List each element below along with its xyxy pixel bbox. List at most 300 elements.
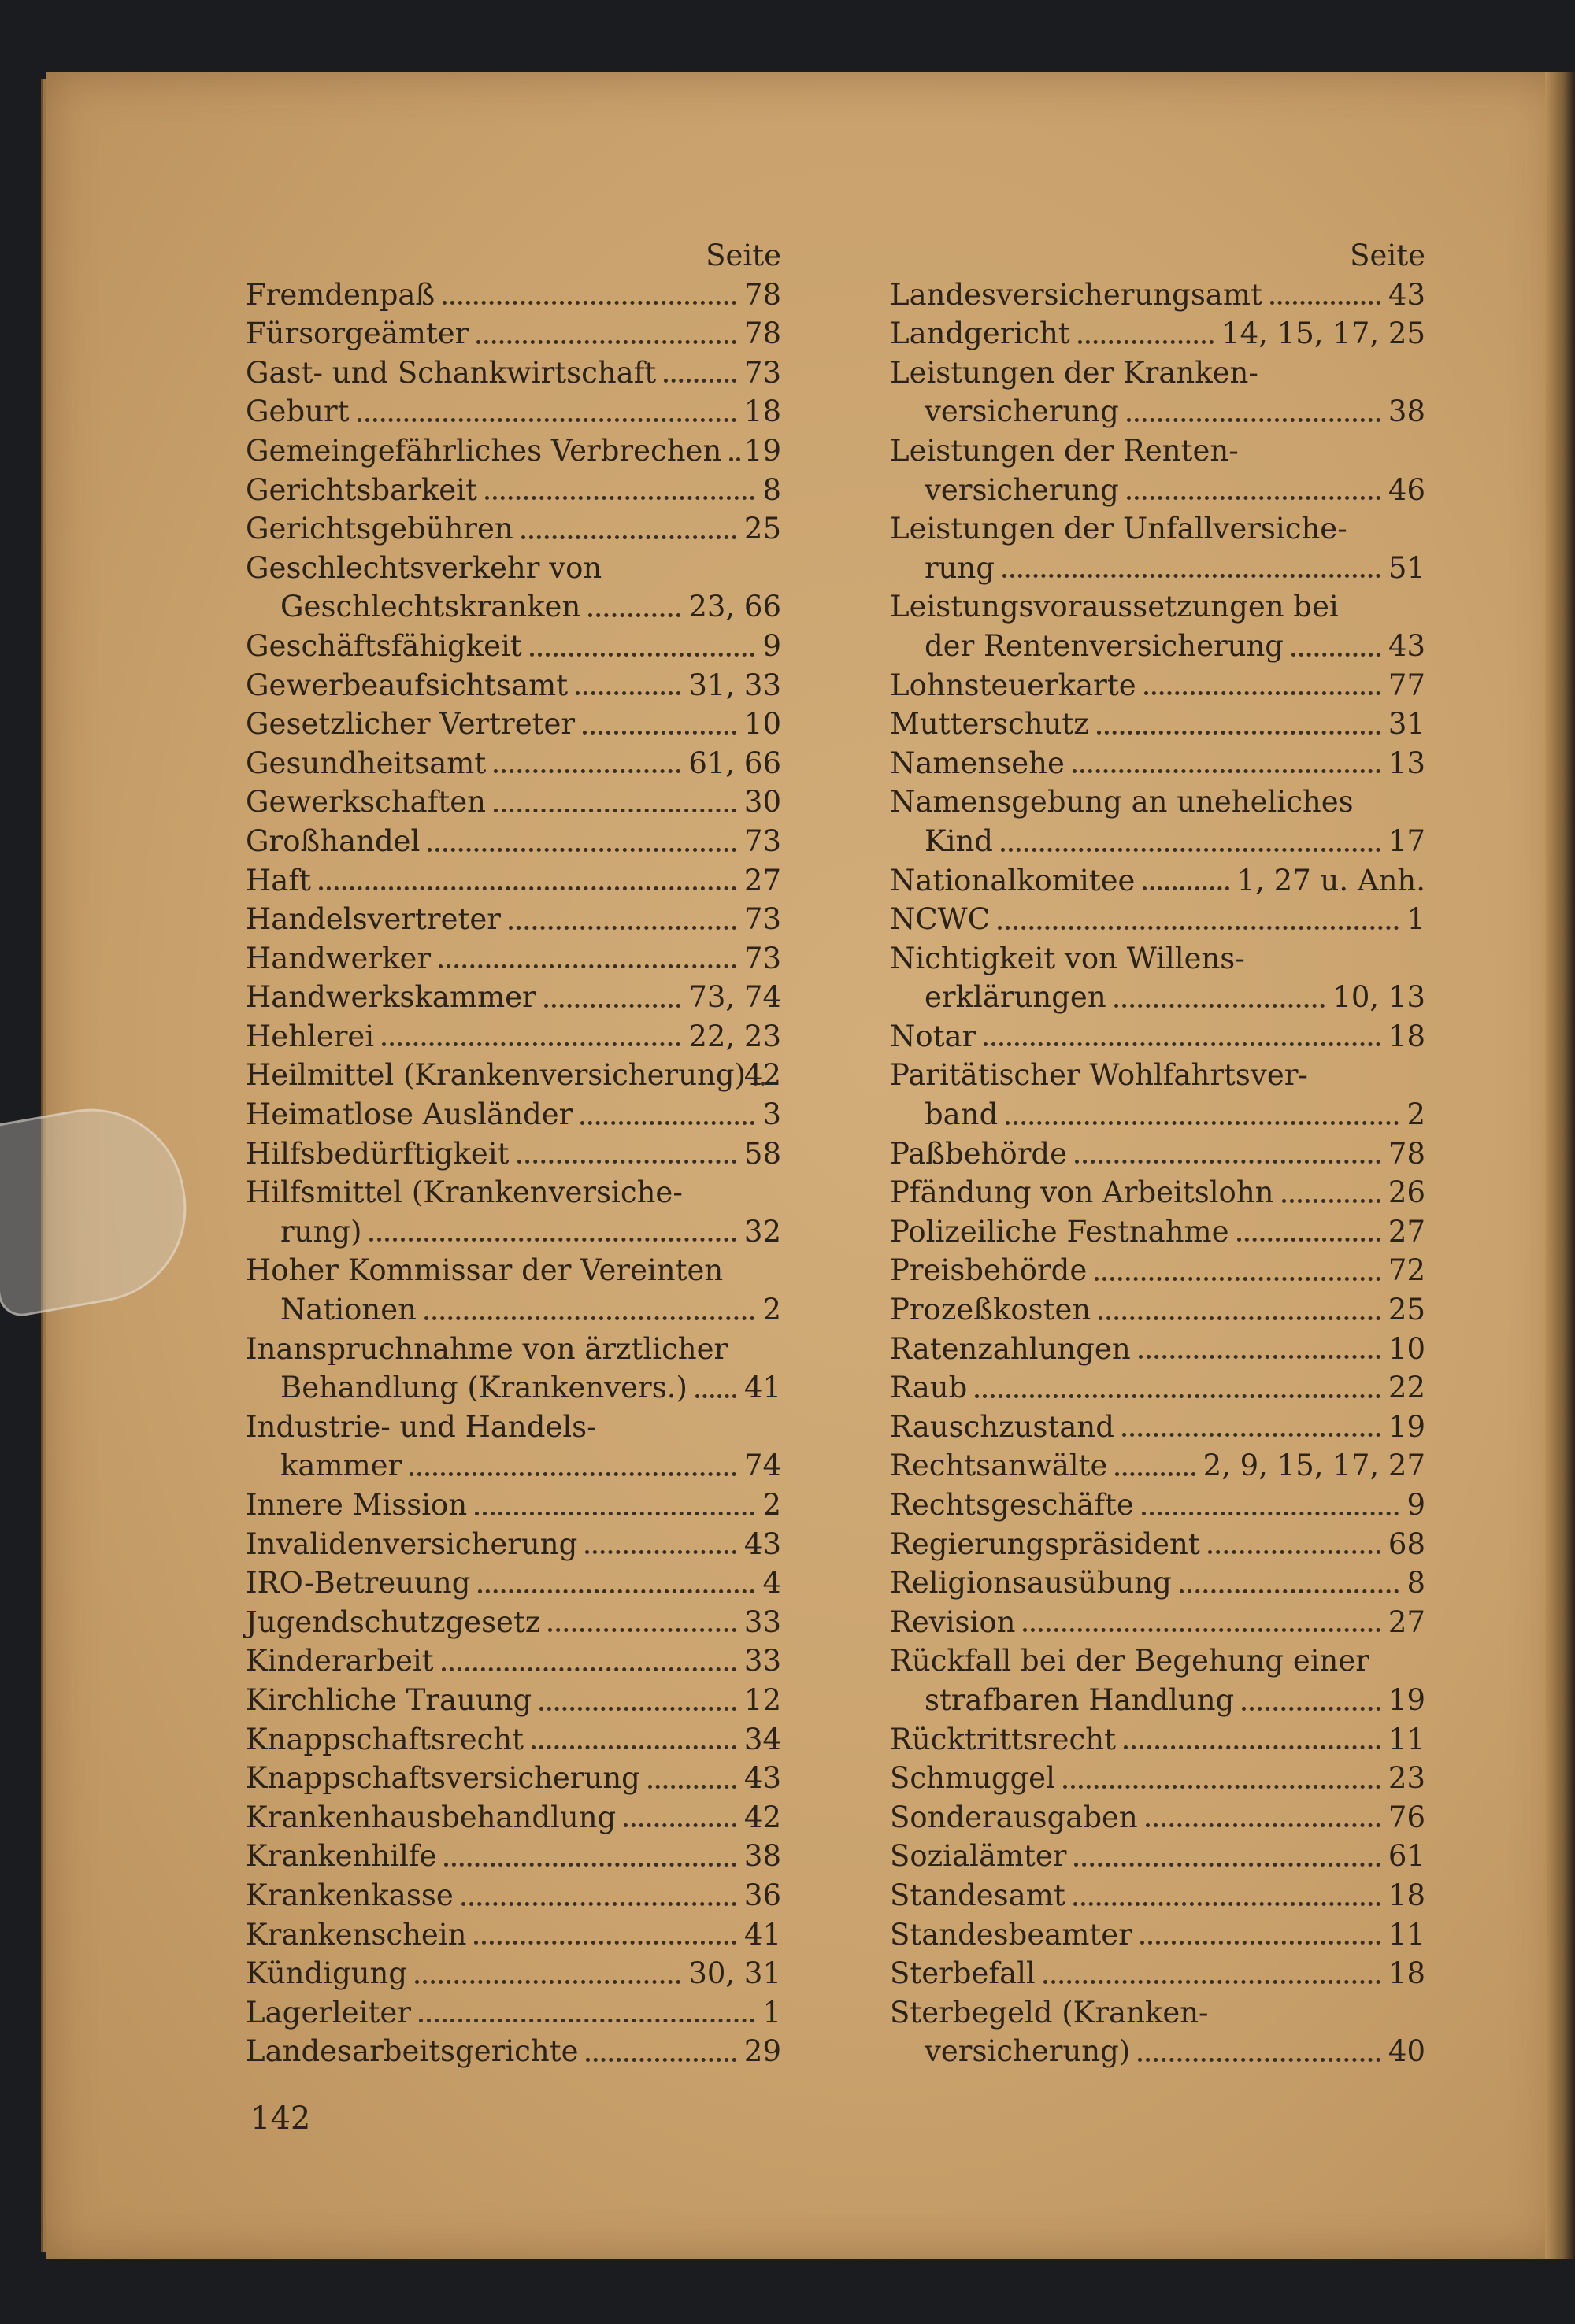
page-reference: 43 [1388,277,1425,312]
index-term [246,1681,744,1720]
index-term-text: Rechtsanwälte [890,1449,1108,1483]
index-term-text: Mutterschutz [890,707,1089,742]
index-term-line [246,666,688,705]
index-term-text: Haft [246,863,311,897]
page-reference: 73 [743,941,781,975]
dot-leader [410,1472,736,1476]
index-term-line [890,861,1237,901]
page-reference: 22, 23 [688,1019,781,1053]
index-term [246,276,744,315]
page-reference: 18 [1388,1019,1425,1053]
index-entry [246,705,781,744]
index-term-text: Rauschzustand [890,1409,1114,1444]
index-term-text: Industrie- und Handels- [246,1409,597,1444]
dot-leader [586,2058,736,2062]
index-term [890,509,1388,587]
index-term-text: Rechtsgeschäfte [890,1488,1134,1522]
index-term-text: Lohnsteuerkarte [890,668,1136,702]
page-reference: 38 [743,1839,781,1874]
index-term-text: Handwerker [246,941,432,975]
index-entry [246,1759,781,1798]
page-reference: 43 [1388,628,1425,663]
index-entry [890,1993,1425,2071]
index-term [246,666,688,705]
index-term-text: Sterbefall [890,1956,1036,1991]
index-term [890,744,1388,783]
index-term-text: Sozialämter [890,1839,1067,1874]
index-term-text: NCWC [890,902,991,937]
dot-leader [517,1160,736,1164]
index-term [890,431,1388,509]
index-term-line [890,1759,1388,1798]
index-term-text: erklärungen [925,980,1106,1015]
index-term-line [246,1134,744,1174]
index-term-line [246,1759,744,1798]
dot-leader [1142,1512,1399,1515]
index-entry [246,276,781,315]
page-reference: 22 [1388,1371,1425,1405]
index-entry [246,1017,781,1057]
index-term-line [890,1486,1406,1525]
page-reference: 2 [762,1488,781,1522]
dot-leader [1237,1238,1380,1242]
index-term [890,666,1388,705]
dot-leader [1023,1628,1380,1632]
index-entry [890,1798,1425,1837]
index-term [246,1408,744,1486]
dot-leader [443,301,736,305]
index-term-text: Regierungspräsident [890,1527,1200,1561]
index-term-line [890,1017,1388,1057]
index-entry [246,1798,781,1837]
index-entry [890,431,1425,509]
index-term-text: Innere Mission [246,1488,468,1522]
index-term [246,1486,762,1525]
page-reference: 9 [762,628,781,663]
index-term-line [246,1212,744,1252]
index-term-text: Inanspruchnahme von ärztlicher [246,1331,728,1366]
index-term-line [890,822,1388,861]
index-entry [890,314,1425,353]
index-entry [246,744,781,783]
dot-leader [530,653,755,657]
index-term-line [890,276,1388,315]
page-reference: 30 [743,785,781,820]
dot-leader [319,886,736,890]
index-column-left [246,236,781,2071]
page-reference: 19 [1388,1682,1425,1717]
page-reference: 74 [743,1449,781,1483]
index-term-text: rung [925,550,995,585]
dot-leader [478,1589,754,1593]
index-term [890,1017,1388,1057]
index-term-text: Gerichtsbarkeit [246,472,477,507]
index-term-text: Gewerbeaufsichtsamt [246,668,569,702]
index-term [890,1330,1388,1369]
index-term-text: Gerichtsgebühren [246,512,513,546]
page-reference: 4 [762,1566,781,1601]
index-entry [246,2032,781,2071]
index-term [246,1330,744,1408]
page-reference: 26 [1388,1175,1425,1210]
dot-leader [1073,769,1380,773]
index-term [890,861,1237,901]
index-term [890,939,1332,1017]
index-entry [890,900,1425,939]
dot-leader [509,926,736,930]
page-reference: 33 [743,1644,781,1678]
page-reference: 19 [743,433,781,468]
index-term-text: Notar [890,1019,976,1053]
index-term-text: Geschlechtskranken [280,590,581,624]
dot-leader [494,769,680,773]
index-term-line [890,1368,1388,1408]
index-term-line [246,939,744,979]
dot-leader [583,731,736,735]
index-entry [890,1759,1425,1798]
page-reference: 29 [743,2034,781,2069]
dot-leader [1124,1745,1380,1749]
index-entry [246,549,781,627]
index-term-line [890,1954,1388,1993]
page-reference: 76 [1388,1800,1425,1834]
index-term-text: Preisbehörde [890,1253,1088,1288]
index-entry [890,1134,1425,1174]
index-entry [246,1837,781,1876]
index-term-line [890,549,1388,588]
dot-leader [1138,2058,1380,2062]
page-reference: 2 [762,1293,781,1327]
index-term-text: Kind [925,823,993,858]
index-term-line [890,587,1388,627]
index-term-line [890,2032,1388,2071]
index-entry [246,1251,781,1329]
index-term-text: Paßbehörde [890,1136,1067,1171]
index-entry [890,939,1425,1017]
index-term [246,939,744,979]
index-term-line [246,1641,744,1681]
index-column-right [890,236,1425,2071]
dot-leader [1139,1355,1380,1359]
index-term-text: Kirchliche Trauung [246,1682,532,1717]
index-term [246,1251,762,1329]
dot-leader [439,964,736,968]
index-term-text: Sonderausgaben [890,1800,1138,1834]
index-term-line [246,587,688,627]
index-term [890,1837,1388,1876]
index-term-text: Lagerleiter [246,1995,411,2030]
dot-leader [975,1394,1380,1398]
index-entry [890,1017,1425,1057]
index-term-line [246,1251,762,1290]
dot-leader [1078,340,1214,344]
index-entry [246,1095,781,1134]
dot-leader [729,457,740,461]
page-reference: 2, 9, 15, 17, 27 [1203,1449,1425,1483]
index-term [890,1368,1388,1408]
index-entry [246,509,781,549]
index-term-line [246,1798,744,1837]
dot-leader [1242,1707,1380,1711]
index-entry [246,353,781,393]
dot-leader [1127,496,1380,500]
page-reference: 73 [743,902,781,937]
index-term-line [246,1876,744,1915]
index-term [246,1603,744,1642]
index-term-line [246,705,744,744]
index-term-text: Kündigung [246,1956,408,1991]
index-entry [890,1915,1425,1955]
page-reference: 78 [743,277,781,312]
index-term-line [246,2032,744,2071]
index-term [246,1056,744,1095]
index-term [246,1876,744,1915]
dot-leader [1144,691,1380,695]
index-entry [246,1134,781,1174]
index-entry [246,1330,781,1408]
page-reference: 38 [1388,394,1425,429]
dot-leader [576,691,680,695]
index-term-text: Revision [890,1604,1016,1639]
index-entry [890,1173,1425,1212]
index-term-text: Knappschaftsversicherung [246,1761,640,1796]
dot-leader [1180,1589,1399,1593]
index-term-text: Landgericht [890,316,1070,351]
index-term-text: Paritätischer Wohlfahrtsver- [890,1058,1308,1093]
index-term-line [890,1915,1388,1955]
dot-leader [1282,1199,1380,1203]
index-term [890,1290,1388,1330]
index-term-line [246,978,688,1017]
index-term-text: Religionsausübung [890,1566,1172,1601]
page-reference: 68 [1388,1527,1425,1561]
index-entry [890,1212,1425,1252]
index-term [246,1837,744,1876]
index-term-text: Behandlung (Krankenvers.) [280,1371,687,1405]
page-reference: 12 [743,1682,781,1717]
index-term-text: Raub [890,1371,968,1405]
dot-leader [532,1745,736,1749]
index-term [890,314,1221,353]
index-term-text: versicherung) [925,2034,1131,2069]
index-term-line [890,744,1388,783]
index-term [890,1446,1203,1486]
index-term-line [890,1330,1388,1369]
index-term [246,1641,744,1681]
index-entries-left [246,276,781,2071]
dot-leader [521,535,736,539]
index-entry [890,1720,1425,1760]
index-term [890,1876,1388,1915]
index-term-text: Gemeingefährliches Verbrechen [246,433,722,468]
page-number: 142 [250,2100,311,2137]
index-term-line [246,314,744,353]
index-term-text: Knappschaftsrecht [246,1722,524,1756]
index-term-text: Namensgebung an uneheliches [890,785,1354,820]
dot-leader [1075,1160,1380,1164]
index-term [246,392,744,431]
index-term-line [890,392,1388,431]
page-right-edge [1545,72,1575,2259]
dot-leader [580,1121,754,1125]
index-entry [890,861,1425,901]
index-term-text: Fürsorgeämter [246,316,469,351]
index-entry [246,861,781,901]
index-term [890,1993,1388,2071]
index-term-line [246,549,688,588]
dot-leader [1099,1316,1380,1320]
index-entry [246,1173,781,1251]
index-term [246,549,688,627]
index-term-line [890,1446,1203,1486]
index-entry [246,1564,781,1603]
index-term-line [246,1525,744,1564]
page-reference: 78 [743,316,781,351]
page-reference: 8 [1406,1566,1425,1601]
dot-leader [1074,1863,1380,1867]
index-entry [890,1251,1425,1290]
dot-leader [1043,1980,1380,1984]
index-term-line [890,978,1332,1017]
index-entry [246,822,781,861]
index-term-text: Invalidenversicherung [246,1527,578,1561]
page-reference: 77 [1388,668,1425,702]
index-term [890,1603,1388,1642]
index-term-line [246,1056,744,1095]
index-term-text: Heilmittel (Krankenversicherung) [246,1058,746,1093]
index-term-text: Gesundheitsamt [246,746,487,780]
index-term-text: rung) [280,1214,362,1249]
dot-leader [1292,653,1380,657]
index-term-line [890,509,1388,549]
index-term [246,744,688,783]
page-reference: 61 [1388,1839,1425,1874]
page-reference: 10, 13 [1332,980,1425,1015]
index-term-line [246,1095,762,1134]
index-term-line [890,1564,1406,1603]
index-entry [890,783,1425,860]
index-term-text: Rücktrittsrecht [890,1722,1116,1756]
index-term-line [246,744,688,783]
index-term [246,978,688,1017]
index-term-line [246,1603,744,1642]
index-term-line [246,1993,762,2033]
index-term-text: versicherung [925,394,1119,429]
page-reference: 33 [743,1604,781,1639]
index-term-line [246,1915,744,1955]
index-entry [890,1368,1425,1408]
page-reference: 10 [743,707,781,742]
index-term [890,1954,1388,1993]
index-term [246,2032,744,2071]
index-term [890,1915,1388,1955]
index-entry [890,276,1425,315]
dot-leader [1095,1277,1380,1281]
index-term-line [890,1525,1388,1564]
page-reference: 36 [743,1878,781,1912]
index-term [890,1056,1406,1134]
index-entry [890,1837,1425,1876]
index-term-line [246,1564,762,1603]
index-term [890,783,1388,860]
index-entry [246,783,781,822]
index-term-text: Leistungen der Unfallversiche- [890,512,1347,546]
index-term [246,1915,744,1955]
index-term [246,822,744,861]
dot-leader [1127,418,1380,422]
index-entry [246,1056,781,1095]
index-term [890,587,1388,665]
index-entry [246,1681,781,1720]
index-term-line [890,1134,1388,1174]
index-term [246,861,744,901]
index-entry [890,1446,1425,1486]
index-term-line [890,705,1388,744]
index-term [246,627,762,666]
index-term-line [890,1056,1406,1095]
dot-leader [1270,301,1380,305]
page-reference: 1, 27 u. Anh. [1236,863,1425,897]
index-term-line [246,1720,744,1760]
index-term-text: Landesversicherungsamt [890,277,1262,312]
index-term-line [246,1017,688,1057]
index-term-text: Krankenhausbehandlung [246,1800,617,1834]
page-reference: 10 [1388,1331,1425,1366]
dot-leader [444,1863,736,1867]
index-term-line [246,509,744,549]
index-term-text: Namensehe [890,746,1065,780]
index-term-text: Geschlechtsverkehr von [246,550,602,585]
index-term-line [890,1408,1388,1447]
column-header: Seite [706,239,781,272]
index-term-text: Nationalkomitee [890,863,1136,897]
index-term-text: Schmuggel [890,1761,1055,1796]
index-term-line [890,1681,1388,1720]
dot-leader [1114,1004,1325,1008]
page-reference: 31 [1388,707,1425,742]
index-entry [890,1564,1425,1603]
index-entry [246,1954,781,1993]
index-entry [246,314,781,353]
index-term-line [246,353,744,393]
page-reference: 31, 33 [688,668,781,702]
dot-leader [369,1238,736,1242]
index-term [890,1564,1406,1603]
index-entry [246,471,781,510]
index-term-text: Gewerkschaften [246,785,487,820]
dot-leader [474,1941,736,1945]
page-reference: 25 [743,512,781,546]
column-header: Seite [1350,239,1425,272]
index-entry [246,1408,781,1486]
index-entries-right [890,276,1425,2071]
page-reference: 42 [743,1058,781,1093]
page-reference: 25 [1388,1293,1425,1327]
index-term-line [246,392,744,431]
index-term [890,1173,1388,1212]
index-term-text: Krankenschein [246,1917,467,1952]
index-term-text: Gesetzlicher Vertreter [246,707,576,742]
index-term [246,314,744,353]
index-term-text: Hehlerei [246,1019,375,1053]
index-entry [246,900,781,939]
dot-leader [442,1667,736,1671]
dot-leader [1122,1433,1380,1437]
dot-leader [1063,1785,1380,1789]
index-term-text: Handelsvertreter [246,902,501,937]
index-term [246,783,744,822]
dot-leader [415,1980,680,1984]
